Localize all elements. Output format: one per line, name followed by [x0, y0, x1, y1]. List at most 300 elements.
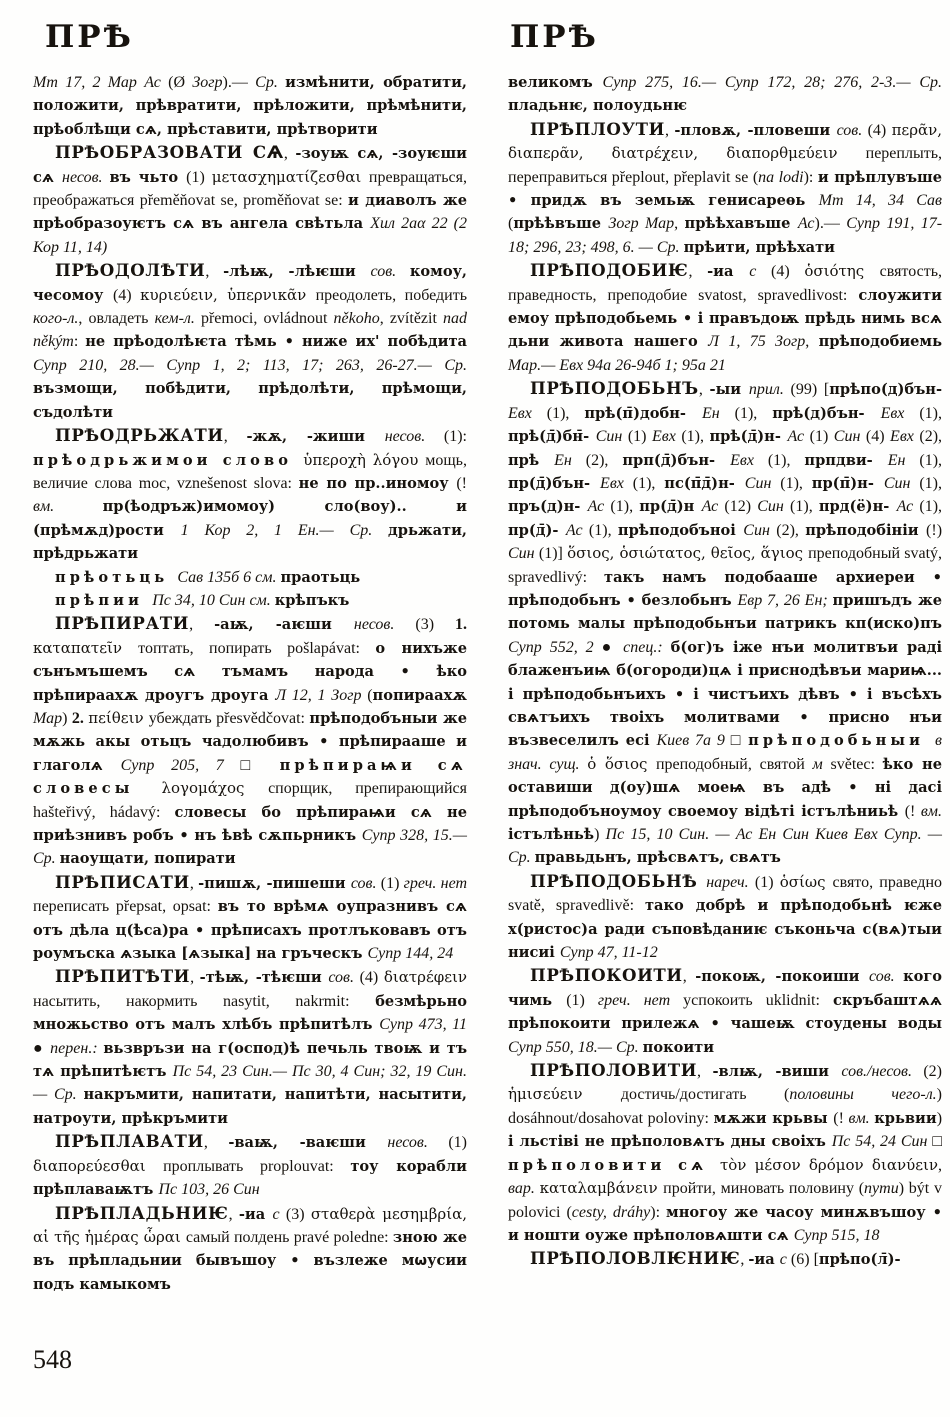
- text-segment: (1): [627, 428, 652, 446]
- text-segment: преодолеть, победить: [315, 286, 468, 304]
- text-segment: přemoci, ovládnout: [200, 310, 334, 328]
- text-segment: Син: [743, 521, 777, 539]
- headword: ПРѢПИТѢТИ: [55, 966, 191, 987]
- text-segment: тако добрѣ и прѣподобьнѣ ѥже х(ристос)а ради съповѣданиѥ съконьча с(вѧ)тыи нисиі: [508, 897, 943, 962]
- dictionary-entry: [33, 424, 467, 565]
- text-segment: прѣѣхавъше: [684, 215, 798, 233]
- text-segment: Пс 34, 10 Син см.: [152, 591, 275, 609]
- text-segment: světec:: [830, 755, 883, 773]
- text-segment: 1.: [455, 616, 468, 634]
- text-segment: пръ(д)н-: [508, 498, 588, 516]
- text-segment: прпдви-: [804, 451, 888, 469]
- text-segment: (1),: [610, 498, 640, 516]
- text-segment: прѣ(д)бън-: [772, 404, 881, 422]
- text-segment: (4): [867, 121, 892, 139]
- text-segment: прѣподобъныи же мѫжь акы отьцъ чадолюбивъ • прѣпирааше и глаголѧ: [33, 709, 467, 774]
- text-segment: (3): [285, 1205, 311, 1223]
- text-segment: Супр 205, 7: [120, 756, 241, 774]
- text-segment: ):: [803, 168, 818, 186]
- text-segment: ): [594, 826, 606, 843]
- text-segment: Мар.— Евх 94а 26-94б 1; 95а 21: [508, 356, 726, 374]
- text-segment: καταλαμβάνειν: [539, 1179, 664, 1198]
- text-segment: несов.: [62, 168, 110, 186]
- text-segment: мощь, величие слова moc, vznešenost slova:: [33, 451, 467, 492]
- headword: ПРѢПОДОБИѤ: [530, 260, 689, 281]
- text-segment: ,: [228, 1205, 239, 1223]
- text-segment: тоу корабли прѣплаваѭтъ: [33, 1157, 467, 1199]
- text-segment: самый полдень pravé poledne:: [185, 1228, 393, 1246]
- text-segment: Супр 550, 18.— Ср.: [508, 1038, 643, 1056]
- text-segment: спец.:: [623, 638, 671, 656]
- text-segment: не по пр..иномоу: [298, 474, 457, 492]
- text-segment: -иа: [748, 1251, 780, 1269]
- text-segment: Супр 210, 28.— Супр 1, 2; 113, 17; 263, 26-27.— Ср.: [33, 356, 467, 374]
- text-segment: Евх: [652, 428, 682, 446]
- text-segment: вм.: [920, 802, 943, 820]
- text-segment: крѣпъкъ: [274, 591, 350, 609]
- text-segment: нареч.: [706, 873, 755, 891]
- text-segment: Син: [757, 498, 791, 516]
- text-segment: пришъдъ же потомь малы прѣподобьнъи патрикъ кп(иско)пъ: [508, 591, 942, 633]
- column-header-left: ПРѢ: [45, 19, 134, 55]
- text-segment: прѣподобьныи: [748, 732, 936, 750]
- text-segment: несов.: [387, 1134, 449, 1152]
- text-segment: кого чимь: [508, 968, 943, 1009]
- text-segment: б(ог)ъ іже нъи молитвъи раді блаженъиѩ б(огороди)цѧ і приснодѣвъи мариѩ... і прѣподобьнъихъ • і чистъихъ дѣвъ • і въсѣхъ свѧтъихъ твоіхъ молитвами • присно нъи възвеселилъ есі: [508, 638, 942, 750]
- left-column: [33, 20, 467, 1296]
- text-segment: 2.: [71, 709, 89, 727]
- text-segment: Супр 515, 18: [793, 1226, 880, 1244]
- text-segment: ).—: [814, 215, 847, 233]
- text-segment: ,: [682, 968, 696, 986]
- text-segment: прѣподобиемь: [818, 333, 943, 351]
- right-column: [508, 20, 942, 1272]
- text-segment: прѣполовити сѧ: [508, 1156, 720, 1174]
- text-segment: Евх: [880, 404, 920, 422]
- text-segment: в знач. сущ.: [508, 732, 942, 773]
- text-segment: Зогр: [192, 74, 223, 91]
- text-segment: прѣпии: [55, 591, 153, 609]
- text-segment: Пс 54, 24 Син: [831, 1133, 933, 1151]
- text-segment: ,: [223, 428, 247, 446]
- text-segment: о нихъже сънъмъшемъ сѧ тъмамъ народа • ѣко прѣпираахѫ дроугъ дроуга: [33, 639, 467, 704]
- text-segment: □: [932, 1133, 942, 1151]
- text-segment: Ас: [587, 498, 611, 516]
- dictionary-entry: [508, 118, 942, 259]
- text-segment: вар.: [508, 1180, 540, 1198]
- text-segment: кого-л.: [33, 310, 79, 328]
- headword: ПРѢОДРЬЖАТИ: [55, 425, 224, 446]
- text-segment: ,: [189, 616, 215, 634]
- text-segment: κυριεύειν, ὑπερνικᾶν: [140, 285, 316, 304]
- cross-reference-line: [33, 589, 467, 612]
- text-segment: половины чего-л.: [789, 1086, 937, 1104]
- text-segment: (!: [456, 474, 467, 492]
- text-segment: ὑπεροχὴ λόγου: [303, 450, 426, 469]
- text-segment: греч. нет: [403, 874, 468, 892]
- text-segment: (1),: [734, 404, 773, 422]
- text-segment: □: [240, 756, 280, 774]
- text-segment: покоити: [642, 1038, 715, 1056]
- text-segment: Л 12, 1 Зогр: [275, 686, 368, 704]
- text-segment: ,: [283, 145, 296, 163]
- text-segment: někoho: [333, 310, 380, 328]
- text-segment: м: [812, 755, 831, 773]
- text-segment: скръбаштѧѧ прѣпокоити прилежѧ • чашеѭ стоудены воды: [508, 991, 942, 1033]
- page-number: 548: [33, 1345, 72, 1374]
- text-segment: і льстіві не прѣполовѧтъ дны своіхъ: [508, 1133, 832, 1151]
- text-segment: Син: [883, 474, 920, 492]
- text-segment: ἡμισεύειν: [508, 1085, 621, 1104]
- text-segment: -аѭ, -аѥши: [214, 616, 354, 634]
- text-segment: істълѣньѣ: [508, 826, 595, 843]
- text-segment: пр(д̄)бън-: [508, 474, 601, 492]
- continuation-paragraph: [33, 71, 467, 141]
- text-segment: (1): [809, 428, 834, 446]
- text-segment: перен.:: [50, 1039, 104, 1057]
- text-segment: ,: [697, 1063, 713, 1081]
- text-segment: ): [936, 1109, 943, 1127]
- headword: ПРѢПИСАТИ: [55, 871, 190, 892]
- headword: ПРѢПОДОБЬНѢ: [530, 870, 707, 891]
- headword: ПРѢОДОЛѢТИ: [55, 260, 206, 281]
- dictionary-entry: [508, 1059, 942, 1247]
- text-segment: преподобный, святой: [655, 755, 813, 773]
- text-segment: Ас: [787, 428, 810, 446]
- text-segment: пр(д̄)н: [639, 498, 702, 516]
- text-segment: nad někým: [33, 310, 468, 351]
- text-segment: ὅσιος, ὁσιώτατος, θεῖος, ἅγιος: [567, 544, 809, 563]
- text-segment: Мт 17, 2 Мар Ас: [33, 74, 169, 91]
- dictionary-entry: [33, 871, 467, 966]
- continuation-paragraph: [508, 71, 942, 118]
- text-segment: -тѣѭ, -тѣѥши: [199, 969, 329, 987]
- text-segment: -зоуѭ сѧ, -зоуѥши сѧ: [33, 145, 467, 186]
- text-segment: -покоѭ, -покоиши: [695, 968, 869, 986]
- text-segment: прѣпираѩи сѧ словесы: [33, 756, 467, 798]
- text-segment: ,: [937, 1156, 942, 1174]
- text-segment: ●: [601, 638, 624, 656]
- dictionary-entry: [508, 1247, 942, 1271]
- text-segment: Супр 275, 16.— Супр 172, 28; 276, 2-3.— Ср.: [602, 74, 943, 91]
- text-segment: Ен: [701, 404, 735, 422]
- text-segment: успокоить uklidnit:: [683, 991, 833, 1009]
- text-segment: прѣподобъноі: [617, 521, 744, 539]
- text-segment: Син: [833, 428, 866, 446]
- text-segment: -иа: [238, 1205, 273, 1223]
- text-segment: Ас: [896, 498, 920, 516]
- text-segment: ,: [674, 215, 685, 233]
- dictionary-entry: [33, 259, 467, 424]
- text-segment: словесы бо прѣпираѩи сѧ не приѣзнивъ робъ • нъ ѣвѣ сѫпьрникъ: [33, 803, 467, 844]
- text-segment: καταπατεῖν: [33, 638, 139, 657]
- text-segment: (1),: [588, 521, 618, 539]
- text-segment: ):: [650, 1203, 667, 1221]
- headword: ПРѢПИРАТИ: [55, 613, 190, 634]
- text-segment: греч. нет: [597, 991, 684, 1009]
- text-segment: ,: [805, 333, 819, 351]
- text-segment: ): [62, 709, 72, 727]
- text-segment: прѣ(д̄)бн̄-: [508, 428, 596, 446]
- column-body-left: [33, 71, 467, 1296]
- text-segment: пр(п̄)н-: [811, 474, 884, 492]
- text-segment: накръмити, напитати, напитѣти, насытити, натроути, прѣкръмити: [33, 1086, 467, 1127]
- text-segment: святость, праведность, преподобие svatost, spravedlivost:: [508, 263, 942, 304]
- text-segment: прѣѣвъше: [513, 215, 609, 233]
- text-segment: прп(д̄)бън-: [622, 451, 731, 469]
- text-segment: Супр 328, 15.— Ср.: [33, 827, 467, 868]
- text-segment: (1),: [546, 404, 585, 422]
- text-segment: сов.: [328, 969, 360, 987]
- text-segment: (1),: [780, 474, 812, 492]
- text-segment: Евр 7, 26 Ен;: [737, 591, 833, 609]
- text-segment: Пс 103, 26 Син: [158, 1181, 260, 1199]
- text-segment: Ас: [701, 498, 725, 516]
- text-segment: :: [73, 333, 86, 351]
- text-segment: (4): [865, 428, 891, 446]
- text-segment: такъ намъ подобааше архиереи • прѣподобьнъ • безлобьнъ: [508, 568, 943, 609]
- text-segment: вм.: [33, 498, 103, 516]
- text-segment: ,: [688, 263, 708, 281]
- text-segment: Пс 15, 10 Син. — Ас Ен Син Киев Евх Супр. — Ср.: [508, 826, 943, 867]
- text-segment: с: [779, 1251, 791, 1269]
- text-segment: (2): [923, 1063, 942, 1081]
- text-segment: (1): [186, 168, 212, 186]
- text-segment: убеждать přesvědčovat:: [148, 709, 310, 727]
- text-segment: зною же въ прѣпладьнии бывъшоу • възлеже мѡусии подъ камыкомъ: [33, 1228, 468, 1293]
- text-segment: (Ø: [168, 74, 193, 91]
- headword: ПРѢПОДОБЬНЪ: [530, 378, 699, 399]
- text-segment: (1): [754, 873, 780, 891]
- text-segment: прѣпо(л̄)-: [818, 1251, 901, 1269]
- text-segment: (!: [904, 802, 921, 820]
- text-segment: (4): [770, 263, 805, 281]
- text-segment: наоущати, попирати: [59, 850, 236, 868]
- text-segment: μετασχηματίζεσθαι: [211, 167, 369, 186]
- text-segment: Евх: [508, 404, 547, 422]
- text-segment: διατρέφειν: [383, 968, 468, 987]
- text-segment: сов.: [370, 263, 410, 281]
- text-segment: Киев 7а 9: [656, 732, 731, 750]
- text-segment: ).—: [222, 74, 256, 91]
- text-segment: прѣ: [508, 451, 555, 469]
- text-segment: преподобный svatý, spravedlivý:: [508, 545, 943, 586]
- text-segment: Син: [595, 428, 628, 446]
- cross-reference-line: [33, 566, 467, 589]
- text-segment: мѫжи крьвы: [713, 1109, 834, 1127]
- text-segment: Ас: [565, 521, 589, 539]
- text-segment: σταθερὰ μεσημβρία, αἱ τῆς ἡμέρας ὧραι: [33, 1204, 468, 1246]
- text-segment: διαπορεύεσθαι: [33, 1156, 164, 1175]
- text-segment: Сав 135б 6 см.: [177, 568, 281, 586]
- text-segment: Супр 47, 11-12: [559, 944, 658, 962]
- text-segment: -пловѫ, -пловеши: [674, 121, 837, 139]
- text-segment: прѣодрьжимои слово: [33, 451, 304, 469]
- text-segment: Евх: [600, 474, 633, 492]
- text-segment: многоу же часоу минѫвъшоу • и ношти оуже прѣполовѧшти сѧ: [508, 1203, 943, 1244]
- text-segment: Пс 54, 23 Син.— Пс 30, 4 Син; 32, 19 Син.— Ср.: [33, 1063, 467, 1104]
- headword: ПРѢПЛАДЬНИѤ: [55, 1202, 229, 1223]
- text-segment: (1),: [790, 498, 819, 516]
- text-segment: (!: [833, 1109, 849, 1127]
- text-segment: великомъ: [508, 74, 603, 91]
- text-segment: ,: [205, 263, 224, 281]
- dictionary-entry: [508, 377, 942, 870]
- headword: ПРѢПОЛОВЛѤНИѤ: [530, 1248, 741, 1269]
- text-segment: възмощи, побѣдити, прѣдолѣти, прѣмощи, съдолѣти: [33, 380, 467, 421]
- text-segment: περᾶν, διαπερᾶν, διατρέχειν, διαπορθμεύειν: [508, 120, 943, 163]
- text-segment: Ен: [887, 451, 920, 469]
- text-segment: ) dosáhnout/dosahovat poloviny:: [508, 1086, 942, 1127]
- text-segment: Син: [508, 545, 539, 563]
- text-segment: τὸν μέσον δρόμον διανύειν: [719, 1155, 938, 1174]
- text-segment: вьзвръзи на г(оспод)ѣ печьль твоѭ и тъ тѧ прѣпитѣѥтъ: [33, 1039, 468, 1081]
- text-segment: насытить, накормить nasytit, nakrmit:: [33, 992, 376, 1010]
- text-segment: Евх: [890, 428, 920, 446]
- headword: ПРѢПЛОУТИ: [530, 118, 666, 139]
- text-segment: -влѭ, -виши: [712, 1063, 842, 1081]
- dictionary-entry: [33, 141, 467, 259]
- text-segment: крьвии: [874, 1109, 937, 1127]
- text-segment: ,: [665, 121, 675, 139]
- text-segment: несов.: [353, 616, 416, 634]
- text-segment: ●: [33, 1039, 51, 1057]
- text-segment: ,: [203, 1134, 229, 1152]
- text-segment: измѣнити, обратити, положити, прѣвратити, прѣложити, прѣмѣнити, прѣоблѣщи сѧ, прѣставити, прѣтворити: [33, 74, 468, 138]
- text-segment: (1),: [919, 404, 942, 422]
- text-segment: пр(д̄)-: [508, 521, 566, 539]
- text-segment: ,: [189, 874, 199, 892]
- text-segment: 1 Кор 2, 1 Ен.— Ср.: [180, 521, 389, 539]
- text-segment: Ен: [554, 451, 586, 469]
- column-header-right: ПРѢ: [510, 19, 599, 55]
- text-segment: проплывать proplouvat:: [163, 1157, 351, 1175]
- text-segment: Мар: [33, 709, 63, 727]
- dictionary-entry: [33, 965, 467, 1130]
- text-segment: Супр 473, 11: [379, 1016, 467, 1034]
- text-segment: пладьнѥ, полоудьнѥ: [508, 97, 688, 115]
- text-segment: (4): [359, 969, 384, 987]
- text-segment: пс(п̄д̄)н-: [664, 474, 745, 492]
- text-segment: (3): [415, 616, 456, 634]
- text-segment: въ то врѣмѧ оупразнивъ сѧ отъ дѣла ц(ѣса)ра • прѣписахъ протлъковавъ отъ роумъска ѧзыка [ѧзыка] на гръческъ: [33, 898, 467, 963]
- text-segment: (1),: [681, 428, 710, 446]
- text-segment: правьдьнъ, прѣсвѧтъ, свѧтъ: [534, 849, 781, 867]
- text-segment: сов.: [350, 874, 381, 892]
- text-segment: (1),: [632, 474, 665, 492]
- text-segment: Син: [744, 474, 781, 492]
- text-segment: дрьжати, прѣдрьжати: [33, 521, 468, 563]
- text-segment: Ср.: [255, 74, 286, 91]
- dictionary-entry: [33, 1202, 467, 1297]
- text-segment: Евх: [730, 451, 768, 469]
- text-segment: (1):: [443, 428, 467, 446]
- text-segment: комоу, чесомоу: [33, 263, 467, 304]
- text-segment: Ас: [797, 215, 815, 233]
- text-segment: Супр 144, 24: [367, 945, 454, 963]
- text-segment: прѣити, прѣѣхати: [683, 238, 835, 256]
- headword: ПРѢПЛАВАТИ: [55, 1131, 204, 1152]
- text-segment: (2),: [776, 521, 806, 539]
- text-segment: ὁσιότης: [804, 262, 880, 281]
- text-segment: -ыи: [709, 381, 749, 399]
- text-segment: прѣпо(д)бън-: [829, 381, 943, 399]
- text-segment: (2),: [919, 428, 943, 446]
- text-segment: □: [730, 732, 749, 750]
- text-segment: (1): [448, 1134, 467, 1152]
- text-segment: и диаволъ же прѣобразоуѥтъ сѧ въ ангела свѣтьла: [33, 192, 467, 233]
- text-segment: (!): [926, 521, 943, 539]
- text-segment: Мт 14, 34 Сав: [818, 192, 943, 210]
- headword: ПРѢПОЛОВИТИ: [530, 1060, 698, 1081]
- text-segment: Супр 191, 17-18; 296, 23; 498, 6. — Ср.: [508, 215, 943, 256]
- text-segment: ,: [190, 969, 200, 987]
- dictionary-entry: [508, 964, 942, 1059]
- text-segment: прѣ(п̄)добн-: [584, 404, 702, 422]
- text-segment: безмѣрьно множьство отъ малъ хлѣбъ прѣпитѣлъ: [33, 992, 467, 1034]
- text-segment: сов.: [836, 121, 868, 139]
- text-segment: (1),: [767, 451, 805, 469]
- text-segment: (: [367, 686, 373, 704]
- text-segment: (2),: [585, 451, 623, 469]
- text-segment: Л 1, 75 Зогр: [708, 333, 806, 351]
- text-segment: , овладеть: [78, 310, 155, 328]
- dictionary-entry: [508, 259, 942, 377]
- text-segment: -жѫ, -жиши: [246, 428, 385, 446]
- text-segment: ὁ ὅσιος: [587, 754, 656, 773]
- text-segment: переплыть, переправиться přeplout, přeplavit se (: [508, 145, 942, 186]
- text-segment: сов.: [869, 968, 904, 986]
- text-segment: кем-л.: [154, 310, 201, 328]
- text-segment: (1)]: [538, 545, 568, 563]
- text-segment: не прѣодолѣѥта тѣмь • ниже их' побѣдита: [85, 333, 467, 351]
- text-segment: -лѣѭ, -лѣѥши: [223, 263, 371, 281]
- text-segment: свято, праведно svatě, spravedlivě:: [508, 873, 943, 915]
- text-segment: несов.: [384, 428, 444, 446]
- text-segment: ὁσίως: [779, 872, 833, 891]
- text-segment: прд(ё)н-: [818, 498, 897, 516]
- text-segment: (1): [566, 991, 598, 1009]
- text-segment: Зогр Мар: [608, 215, 675, 233]
- column-body-right: [508, 71, 942, 1272]
- text-segment: спорщик, препирающийся hašteřivý, hádavý:: [33, 780, 467, 821]
- text-segment: ,: [740, 1251, 749, 1269]
- text-segment: и прѣплувъше • придѫ въ земьѭ генисареѳь: [508, 168, 943, 210]
- text-segment: пройти, миновать половину (: [663, 1180, 865, 1198]
- text-segment: -иа: [707, 263, 750, 281]
- text-segment: прил.: [748, 381, 791, 399]
- text-segment: -ваѭ, -ваѥши: [228, 1134, 388, 1152]
- text-segment: праотьць: [280, 568, 361, 586]
- text-segment: достичь/достигать (: [620, 1086, 790, 1104]
- text-segment: пр(ѣодръж)имомоу) сло(воу).. и (прѣмѫд)рости: [33, 498, 467, 539]
- text-segment: ) být v polovici (: [508, 1180, 943, 1221]
- text-segment: (12): [724, 498, 758, 516]
- text-segment: с: [272, 1205, 286, 1223]
- text-segment: переписать přepsat, opsat:: [33, 898, 218, 916]
- text-segment: превращаться, преображаться přeměňovat se, proměňovat se:: [33, 168, 467, 210]
- dictionary-entry: [33, 612, 467, 870]
- text-segment: сов./несов.: [841, 1063, 924, 1081]
- text-segment: (: [508, 215, 514, 233]
- text-segment: слоужити емоу прѣподобьемь • і правъдоѭ прѣдь нимь всѧ дьни живота нашего: [508, 286, 942, 351]
- headword: ПРѢПОКОИТИ: [530, 965, 683, 986]
- text-segment: с: [749, 263, 771, 281]
- text-segment: прѣ(д̄)н-: [709, 428, 788, 446]
- text-segment: (4): [112, 286, 141, 304]
- text-segment: прѣотьць: [55, 568, 178, 586]
- text-segment: топтать, попирать pošlapávat:: [138, 639, 376, 657]
